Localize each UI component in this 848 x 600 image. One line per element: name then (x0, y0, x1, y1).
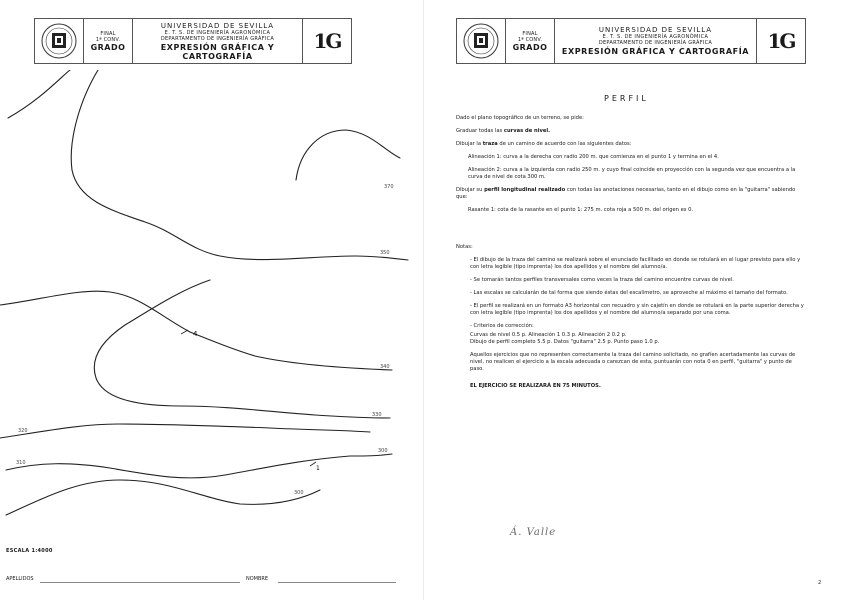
course-logo (302, 19, 351, 63)
note-item: - El perfil se realizará en un formato A3 horizontal con recuadro y sin cajetín en donde se rotulará en la parte superior derecha y con letra legible (tipo imprenta) los dos apellidos y el nombre del alumno/a separado por una coma. (470, 303, 804, 316)
alignment-2: Alineación 2: curva a la izquierda con radio 250 m. y cuyo final coincide en proyección con la segunda vez que encuentra a la curva de nivel de cota 300 m. (468, 167, 796, 180)
topographic-map (0, 70, 424, 550)
alignment-1: Alineación 1: curva a la derecha con radio 200 m. que comienza en el punto 1 y termina en el 4. (468, 154, 719, 160)
grade-box (84, 19, 133, 63)
note-item: - Criterios de corrección: (470, 323, 534, 329)
exam-title-text: PERFIL (604, 94, 649, 103)
contour-label: 300 (378, 448, 388, 454)
grade-line: 1ª CONV. (95, 37, 121, 43)
contour-label: 300 (294, 490, 304, 496)
notes-heading: Notas: (456, 244, 473, 250)
institution-block (555, 19, 756, 63)
contour-label: 340 (380, 364, 390, 370)
name-label: NOMBRE (246, 576, 269, 582)
university-name: UNIVERSIDAD DE SEVILLA (160, 21, 275, 30)
contour-line (6, 454, 392, 478)
subject-name: EXPRESIÓN GRÁFICA Y CARTOGRAFÍA (160, 42, 275, 61)
course-logo (756, 19, 805, 63)
criteria-line: Curvas de nivel 0.5 p. Alineación 1 0.3 p. Alineación 2 0.2 p. (470, 332, 627, 338)
subject-name: EXPRESIÓN GRÁFICA Y CARTOGRAFÍA (561, 47, 750, 56)
grade-box (506, 19, 555, 63)
point-marker-1 (310, 462, 320, 472)
contour-label: 330 (372, 412, 382, 418)
grade-word: GRADO (512, 43, 548, 52)
logo-text: 1G (313, 29, 341, 53)
note-item: - Las escalas se calcularán de tal forma que siendo éstas del escalímetro, se aproveche al máximo el tamaño del formato. (470, 290, 788, 296)
university-seal (457, 19, 506, 63)
contour-line (6, 480, 320, 515)
criteria-line: Dibujo de perfil completo 5.5 p. Datos "guitarra" 2.5 p. Punto paso 1.0 p. (470, 339, 660, 345)
task-text: Graduar todas las (456, 128, 504, 134)
map-scale: ESCALA 1:4000 (6, 548, 53, 554)
seal-icon (35, 19, 83, 63)
exam-title (456, 96, 804, 104)
name-line (278, 582, 396, 583)
time-limit: EL EJERCICIO SE REALIZARÁ EN 75 MINUTOS. (470, 383, 601, 389)
task-text: de un camino de acuerdo con las siguientes datos: (497, 141, 632, 147)
task-text: Dibujar su (456, 187, 485, 193)
surname-line (40, 582, 240, 583)
point-label: 4 (193, 330, 198, 338)
grade-word: GRADO (90, 43, 126, 52)
institution-block (133, 19, 302, 63)
right-sheet (424, 0, 848, 600)
grade-line: FINAL (100, 31, 116, 37)
university-name: UNIVERSIDAD DE SEVILLA (598, 26, 713, 34)
point-label: 1 (316, 465, 320, 472)
task-text: Dibujar la (456, 141, 483, 147)
department-name: DEPARTAMENTO DE INGENIERÍA GRÁFICA (160, 35, 275, 42)
university-seal (35, 19, 84, 63)
task-bold: traza (482, 141, 498, 147)
task-bold: perfil longitudinal realizado (484, 187, 566, 193)
signature: Á. Valle (510, 527, 557, 538)
contour-label: 310 (16, 460, 26, 466)
contour-line (71, 70, 408, 260)
exam-statement (456, 115, 806, 396)
contour-line (8, 70, 70, 118)
grade-line: 1ª CONV. (517, 37, 543, 43)
task-route (456, 141, 806, 148)
seal-icon (457, 19, 505, 63)
task-contours (456, 128, 806, 135)
grade-line-data: Rasante 1: cota de la rasante en el punto 1: 275 m. cota roja a 500 m. del origen es 0. (468, 207, 694, 213)
note-item: - Se tomarán tantos perfiles transversales como veces la traza del camino encuentre curvas de nivel. (470, 277, 734, 283)
note-item: Aquellos ejercicios que no representen correctamente la traza del camino solicitado, no grafíen acertadamente las curvas de nivel, no realicen el ejercicio a la escala adecuada o carezcan de esta, puntuarán con nota 0 en perfil, "guitarra" y punto de paso. (470, 352, 796, 372)
department-name: DEPARTAMENTO DE INGENIERÍA GRÁFICA (598, 40, 713, 46)
contour-label: 370 (384, 184, 394, 190)
contour-line (0, 424, 370, 438)
contour-label: 320 (18, 428, 28, 434)
school-name: E. T. S. DE INGENIERÍA AGRONÓMICA (164, 29, 271, 36)
grade-line: FINAL (522, 31, 538, 37)
contour-line (296, 130, 400, 180)
note-item: - El dibujo de la traza del camino se realizará sobre el enunciado facilitado en donde se rotulará en el lugar previsto para ello y con letra legible (tipo imprenta) los dos apellidos y el nombre del alumno/a. (470, 257, 801, 270)
task-bold: curvas de nivel. (503, 128, 551, 134)
header-block (34, 18, 352, 64)
school-name: E. T. S. DE INGENIERÍA AGRONÓMICA (602, 34, 709, 40)
contour-label: 350 (380, 250, 390, 256)
task-profile (456, 187, 806, 201)
surname-label: APELLIDOS (6, 576, 34, 582)
header-block (456, 18, 806, 64)
intro-paragraph: Dado el plano topográfico de un terreno, se pide: (456, 115, 584, 121)
task-text: con todas las anotaciones necesarias, tanto en el dibujo como en la "guitarra" sabiendo que: (456, 187, 796, 200)
page-number: 2 (818, 580, 822, 586)
logo-text: 1G (767, 29, 795, 53)
